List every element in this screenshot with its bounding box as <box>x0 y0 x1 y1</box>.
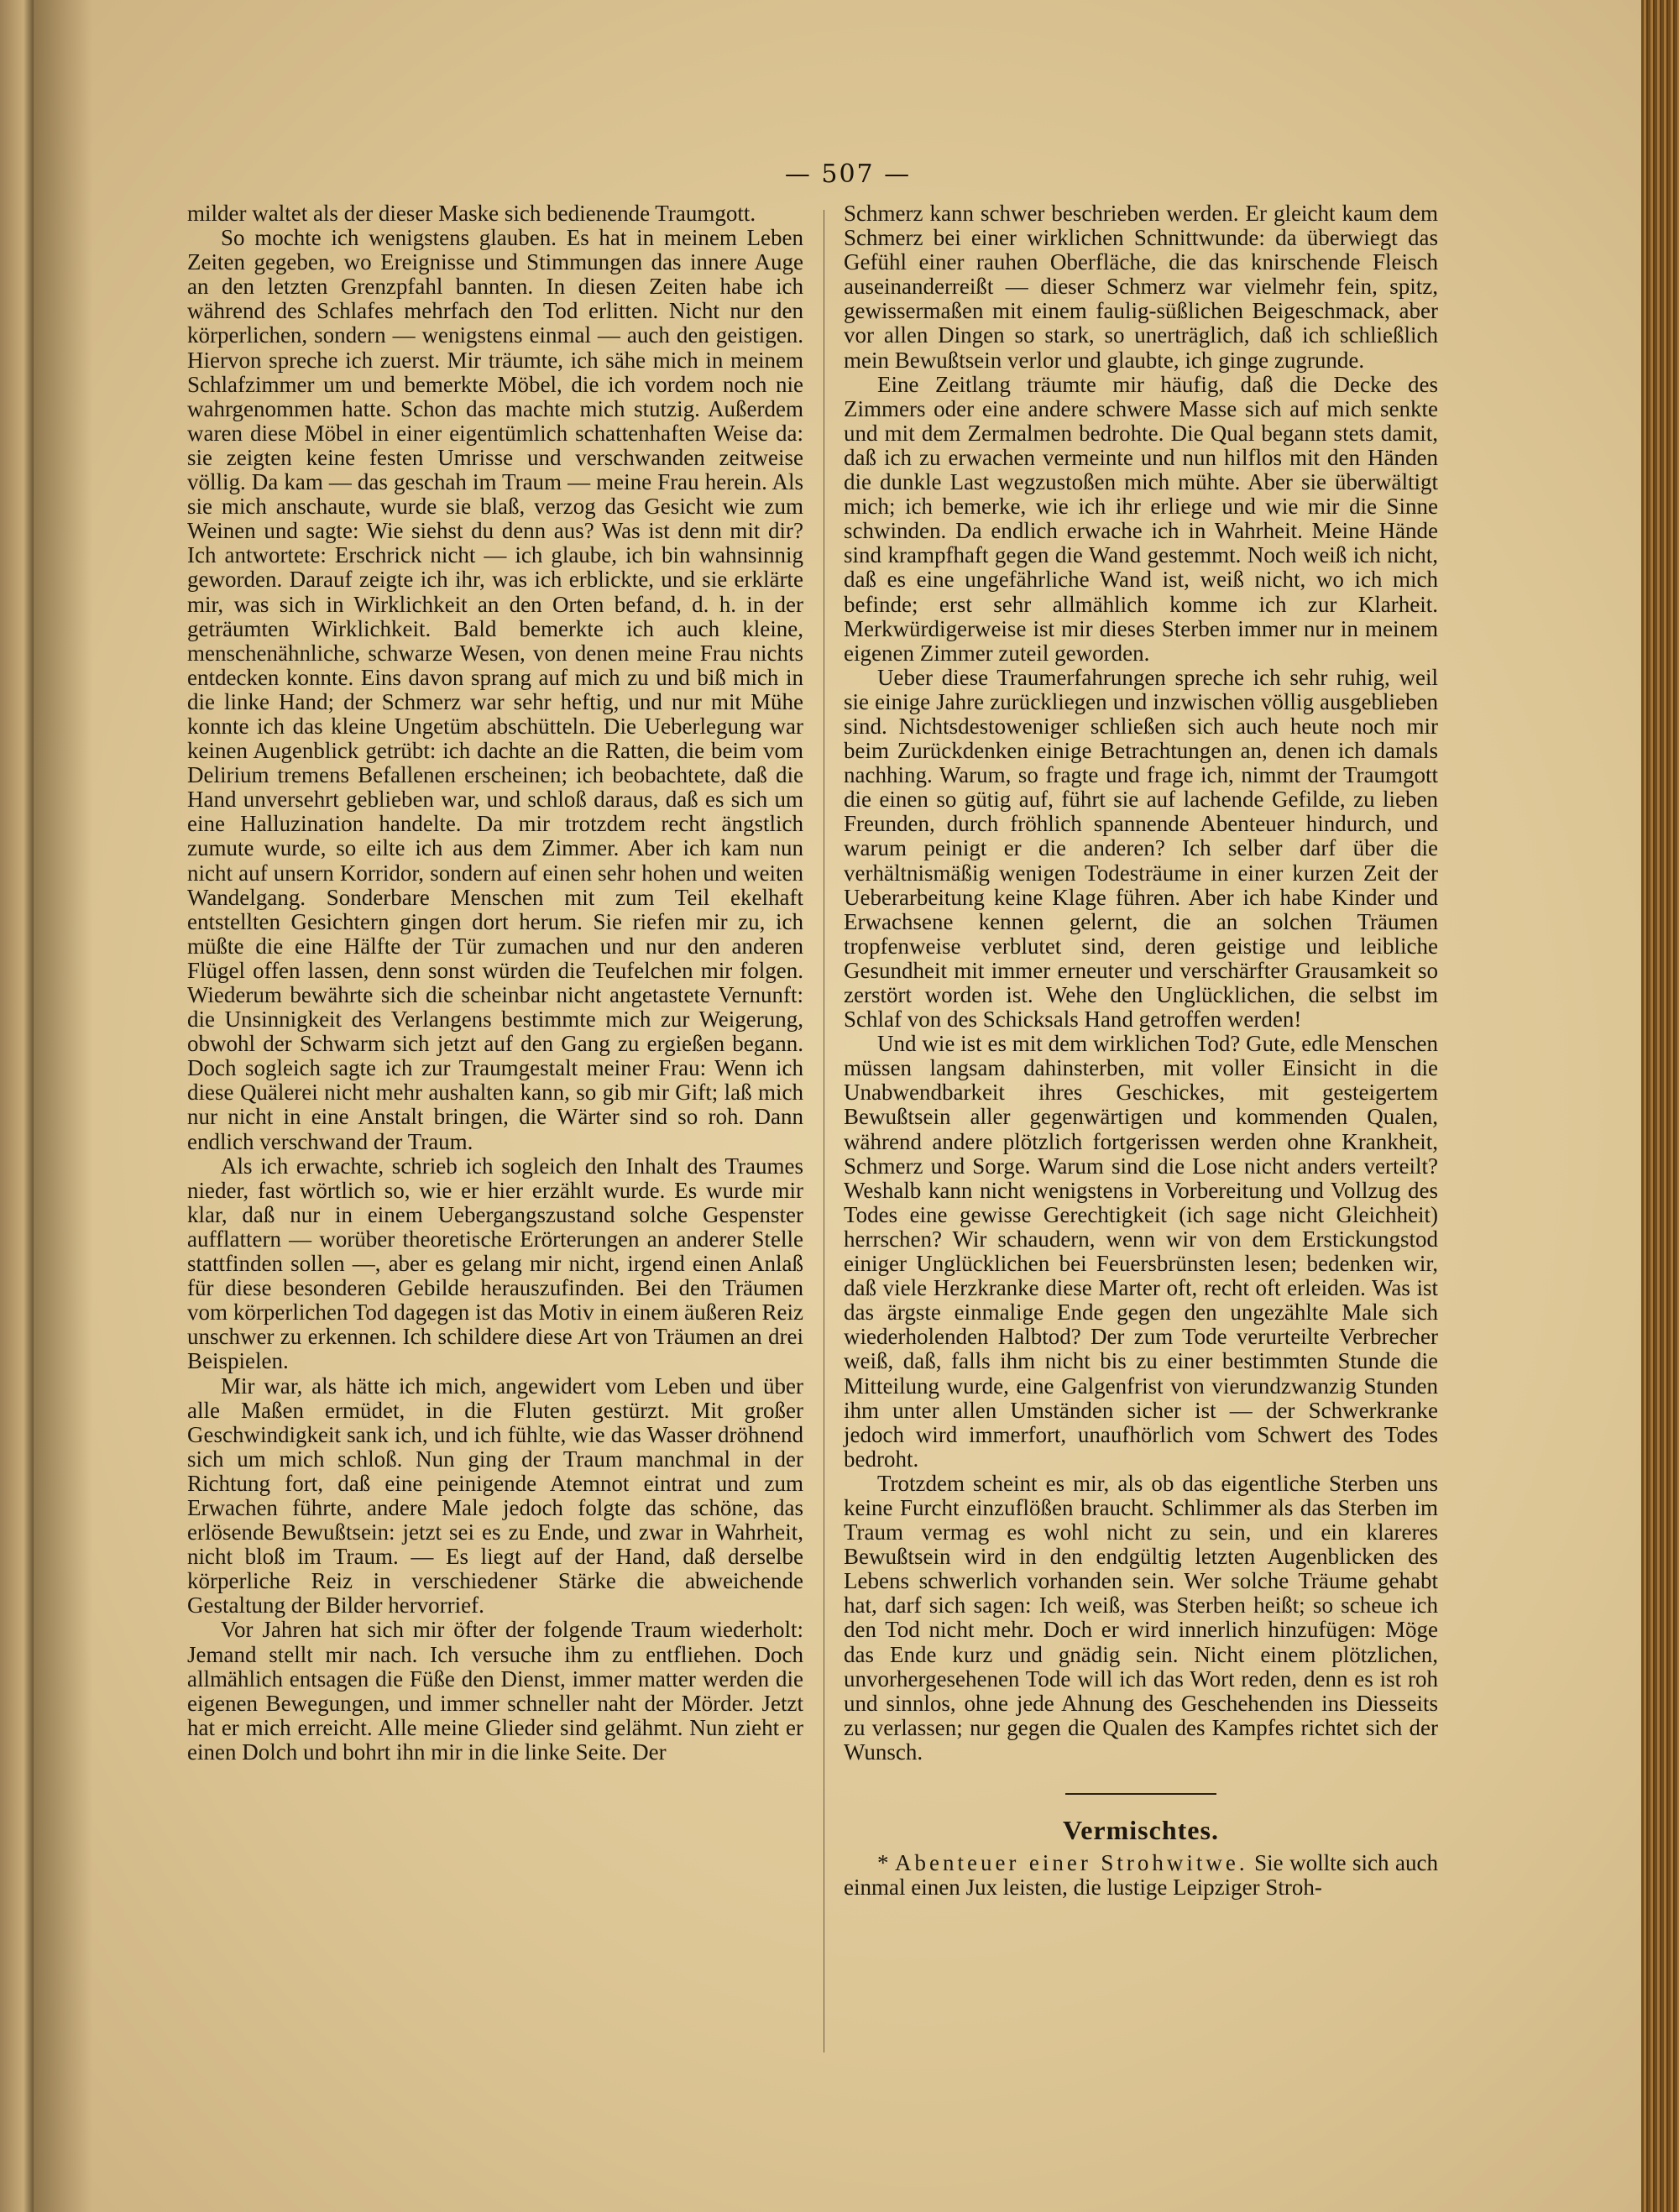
paragraph: Mir war, als hätte ich mich, angewidert vom Leben und über alle Maßen ermüdet, in die Fluten gestürzt. Mit großer Geschwindigkeit sank ich, und ich fühlte, wie das Wasser dröhnend sich um mich schloß. Nun ging der Traum manchmal in der Richtung fort, daß eine peinigende Atemnot eintrat und zum Erwachen führte, andere Male jedoch folgte das schöne, das erlösende Bewußtsein: jetzt sei es zu Ende, und zwar in Wahrheit, nicht bloß im Traum. — Es liegt auf der Hand, daß derselbe körperliche Reiz in verschiedener Stärke die abweichende Gestaltung der Bilder hervorrief. <box>187 1373 803 1618</box>
paragraph: So mochte ich wenigstens glauben. Es hat in meinem Leben Zeiten gegeben, wo Ereignisse und Stimmungen das innere Auge an den letzten Grenzpfahl bannten. In diesen Zeiten habe ich während des Schlafes mehrfach den Tod erlitten. Nicht nur den körperlichen, sondern — wenigstens einmal — auch den geistigen. Hiervon spreche ich zuerst. Mir träumte, ich sähe mich in meinem Schlafzimmer um und bemerkte Möbel, die ich vordem noch nie wahrgenommen hatte. Schon das machte mich stutzig. Außerdem waren diese Möbel in einer eigentümlich schattenhaften Weise da: sie zeigten keine festen Umrisse und verschwanden zeitweise völlig. Da kam — das geschah im Traum — meine Frau herein. Als sie mich anschaute, wurde sie blaß, verzog das Gesicht wie zum Weinen und sagte: Wie siehst du denn aus? Was ist denn mit dir? Ich antwortete: Erschrick nicht — ich glaube, ich bin wahnsinnig geworden. Darauf zeigte ich ihr, was ich erblickte, und sie erklärte mir, was sich in Wirklichkeit an den Orten befand, d. h. in der geträumten Wirklichkeit. Bald bemerkte ich auch kleine, menschenähnliche, schwarze Wesen, von denen meine Frau nichts entdecken konnte. Eins davon sprang auf mich zu und biß mich in die linke Hand; der Schmerz war sehr heftig, und nur mit Mühe konnte ich das kleine Ungetüm abschütteln. Die Ueberlegung war keinen Augenblick getrübt: ich dachte an die Ratten, die beim vom Delirium tremens Befallenen erscheinen; ich beobachtete, daß die Hand unversehrt geblieben war, und schloß daraus, daß es sich um eine Halluzination handelte. Da mir trotzdem recht ängstlich zumute wurde, so eilte ich aus dem Zimmer. Aber ich kam nun nicht auf unsern Korridor, sondern auf einen sehr hohen und weiten Wandelgang. Sonderbare Menschen mit zum Teil ekelhaft entstellten Gesichtern gingen dort herum. Sie riefen mir zu, ich müßte die eine Hälfte der Tür zumachen und nur den anderen Flügel offen lassen, denn sonst würden die Teufelchen mir folgen. Wiederum bewährte sich die scheinbar nicht angetastete Vernunft: die Unsinnigkeit des Verlangens bestimmte mich zur Weigerung, obwohl der Schwarm sich jetzt auf den Gang zu ergießen begann. Doch sogleich sagte ich zur Traumgestalt meiner Frau: Wenn ich diese Quälerei nicht mehr aushalten kann, so gib mir Gift; laß mich nur nicht in eine Anstalt bringen, die Wärter sind so roh. Dann endlich verschwand der Traum. <box>187 225 803 1154</box>
section-entry <box>844 1851 1438 1900</box>
paragraph: Eine Zeitlang träumte mir häufig, daß die Decke des Zimmers oder eine andere schwere Masse sich auf mich senkte und mit dem Zermalmen bedrohte. Die Qual begann stets damit, daß ich zu erwachen vermeinte und nun hilflos mit den Händen die dunkle Last wegzustoßen mich mühte. Aber sie überwältigt mich; ich bemerke, wie ich ihr erliege und wie mir die Sinne schwinden. Da endlich erwache ich in Wahrheit. Meine Hände sind krampfhaft gegen die Wand gestemmt. Noch weiß ich nicht, daß es eine ungefährliche Wand ist, weiß nicht, wo ich mich befinde; erst sehr allmählich komme ich zur Klarheit. Merkwürdigerweise ist mir dieses Sterben immer nur in meinem eigenen Zimmer zuteil geworden. <box>844 371 1438 666</box>
paragraph: Ueber diese Traumerfahrungen spreche ich sehr ruhig, weil sie einige Jahre zurückliegen und inzwischen völlig ausgeblieben sind. Nichtsdestoweniger schließen sich auch heute noch mir beim Zurückdenken einige Betrachtungen an, denen ich damals nachhing. Warum, so fragte und frage ich, nimmt der Traumgott die einen so gütig auf, führt sie auf lachende Gefilde, zu lieben Freunden, durch fröhlich spannende Abenteuer hindurch, und warum peinigt er die anderen? Ich selber darf über die verhältnismäßig wenigen Todesträume in einer kurzen Zeit der Ueberarbeitung keine Klage führen. Aber ich habe Kinder und Erwachsene kennen gelernt, die an solchen Träumen tropfenweise verblutet sind, deren geistige und leibliche Gesundheit mit immer erneuter und verschärfter Grausamkeit so zerstört worden ist. Wehe den Unglücklichen, die selbst im Schlaf von des Schicksals Hand getroffen werden! <box>844 664 1438 1033</box>
section-heading: Vermischtes. <box>1063 1815 1219 1845</box>
facing-page-edge <box>0 0 34 2212</box>
entry-text: Sie wollte sich auch einmal einen Jux leisten, die lustige Leipziger Stroh- <box>844 1850 1438 1901</box>
section-rule <box>1065 1793 1216 1795</box>
paragraph: Trotzdem scheint es mir, als ob das eigentliche Sterben uns keine Furcht einzuflößen braucht. Schlimmer als das Sterben im Traum vermag es wohl nicht zu sein, und ein klareres Bewußtsein wird in den endgültig letzten Augenblicken des Lebens schwerlich vorhanden sein. Wer solche Träume gehabt hat, darf sich sagen: Ich weiß, was Sterben heißt; so scheue ich den Tod nicht mehr. Doch er wird innerlich hinzufügen: Möge das Ende kurz und gnädig sein. Nicht einem plötzlichen, unvorhergesehenen Tode will ich das Wort reden, denn es ist roh und sinnlos, ohne jede Ahnung des Geschehenden ins Diesseits zu verlassen; nur gegen die Qualen des Kampfes richtet sich der Wunsch. <box>844 1470 1438 1765</box>
paragraph: milder waltet als der dieser Maske sich bedienende Traumgott. <box>187 201 756 226</box>
left-column <box>187 201 803 1765</box>
paragraph: Schmerz kann schwer beschrieben werden. Er gleicht kaum dem Schmerz bei einer wirklichen Schnittwunde: da überwiegt das Gefühl einer rauhen Oberfläche, die das knirschende Fleisch auseinanderreißt — dieser Schmerz war vielmehr fein, spitz, gewissermaßen mit einem faulig-süßlichen Beigeschmack, aber vor allen Dingen so stark, so unerträglich, daß ich schließlich mein Bewußtsein verlor und glaubte, ich ginge zugrunde. <box>844 201 1438 373</box>
paragraph: Als ich erwachte, schrieb ich sogleich den Inhalt des Traumes nieder, fast wörtlich so, wie er hier erzählt wurde. Es wurde mir klar, daß nur in einem Uebergangszustand solche Gespenster aufflattern — worüber theoretische Erörterungen an anderer Stelle stattfinden sollen —, aber es gelang mir nicht, irgend einen Anlaß für diese besonderen Gebilde herauszufinden. Bei den Träumen vom körperlichen Tod dagegen ist das Motiv in einem äußeren Reiz unschwer zu erkennen. Ich schildere diese Art von Träumen an drei Beispielen. <box>187 1153 803 1374</box>
page-stack-edge <box>1641 0 1679 2212</box>
paragraph: Vor Jahren hat sich mir öfter der folgende Traum wiederholt: Jemand stellt mir nach. Ich versuche ihm zu entfliehen. Doch allmählich entsagen die Füße den Dienst, immer matter werden die eigenen Bewegungen, und immer schneller naht der Mörder. Jetzt hat er mich erreicht. Alle meine Glieder sind gelähmt. Nun zieht er einen Dolch und bohrt ihn mir in die linke Seite. Der <box>187 1617 803 1765</box>
entry-title: Abenteuer einer Strohwitwe. <box>894 1850 1248 1876</box>
right-column <box>844 201 1438 1900</box>
gutter-shadow <box>34 0 92 2212</box>
entry-marker: * <box>877 1850 889 1876</box>
page-number: — 507 — <box>784 159 912 189</box>
paragraph: Und wie ist es mit dem wirklichen Tod? Gute, edle Menschen müssen langsam dahinsterben, mit voller Einsicht in die Unabwendbarkeit ihres Geschickes, mit gesteigertem Bewußtsein aller gegenwärtigen und kommenden Qualen, während andere plötzlich fortgerissen werden ohne Krankheit, Schmerz und Sorge. Warum sind die Lose nicht anders verteilt? Weshalb kann nicht wenigstens in Vorbereitung und Vollzug des Todes eine gewisse Gerechtigkeit (ich sage nicht Gleichheit) herrschen? Wir schaudern, wenn wir von dem Erstickungstod einiger Unglücklichen bei Feuersbrünsten lesen; bedenken wir, daß viele Herzkranke diese Marter oft, recht oft erleiden. Was ist das ärgste einmalige Ende gegen den ungezählte Male sich wiederholenden Halbtod? Der zum Tode verurteilte Verbrecher weiß, daß, falls ihm nicht bis zu einer bestimmten Stunde die Mitteilung wurde, eine Galgenfrist von vierundzwanzig Stunden ihm unter allen Umständen sicher ist — der Schwerkranke jedoch wird immerfort, unaufhörlich vom Schwert des Todes bedroht. <box>844 1031 1438 1472</box>
